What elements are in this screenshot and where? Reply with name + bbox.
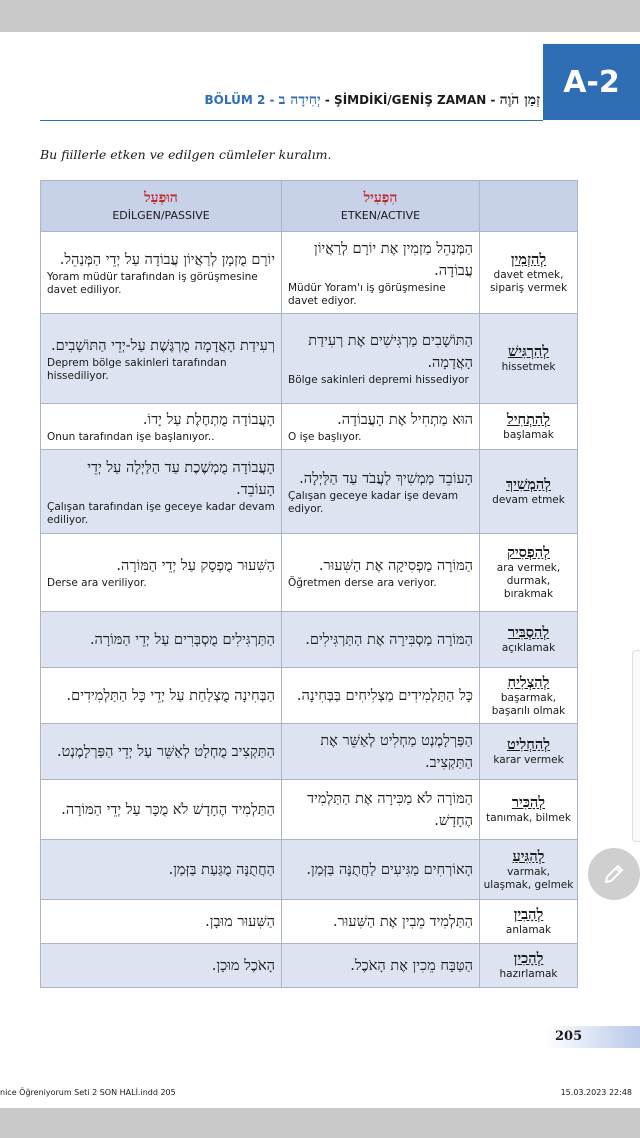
table-row <box>41 944 578 988</box>
table-header-row <box>41 181 578 232</box>
passive-sentence-he: הָעֲבוֹדָה מֻתְחֶלֶת עַל יָדוֹ. <box>142 412 275 428</box>
active-sentence-he: הַמּוֹרָה מַפְסִיקָה אֶת הַשִּׁעוּר. <box>318 558 473 574</box>
passive-sentence-tr: Çalışan tarafından işe geceye kadar devam ediliyor. <box>47 500 275 526</box>
scroll-handle[interactable] <box>632 650 640 842</box>
header-bolum: BÖLÜM 2 - <box>204 93 275 107</box>
verb-cell <box>480 900 578 944</box>
verb-cell <box>480 314 578 404</box>
verb-cell <box>480 534 578 612</box>
table-row <box>41 724 578 780</box>
passive-header-lat: EDİLGEN/PASSIVE <box>112 209 210 222</box>
active-sentence-tr: Bölge sakinleri depremi hissediyor <box>288 374 469 386</box>
active-cell <box>282 314 480 404</box>
passive-sentence-he: הַשִּׁעוּר מוּבָן. <box>205 913 275 930</box>
verb-infinitive: לְהָכִין <box>513 950 544 967</box>
footer-date: 15.03.2023 22:48 <box>560 1088 632 1097</box>
passive-sentence-he: הָאֹכֶל מוּכָן. <box>211 957 275 974</box>
passive-cell <box>41 232 282 314</box>
active-cell <box>282 404 480 450</box>
active-cell <box>282 780 480 840</box>
active-cell <box>282 612 480 668</box>
verb-infinitive: לְהַצְלִיחַ <box>507 673 550 691</box>
active-cell <box>282 534 480 612</box>
passive-sentence-tr: Deprem bölge sakinleri tarafından hissediliyor. <box>47 356 227 382</box>
active-cell <box>282 232 480 314</box>
verb-translation: açıklamak <box>501 642 556 654</box>
passive-sentence-he: רְעִידַת הָאֲדָמָה מֻרְגֶּשֶׁת עַל-יְדֵי הַתּוֹשָׁבִים. <box>50 337 275 354</box>
active-sentence-he: הַפַּרְלָמֶנְט מַחְלִיט לְאַשֵּׁר אֶת הַתַּקְצִיב. <box>320 732 473 771</box>
active-sentence-he: כָּל הַתַּלְמִידִים מַצְלִיחִים בַּבְּחִינָה. <box>296 687 473 704</box>
passive-sentence-he: הָעֲבוֹדָה מֻמְשֶׁכֶת עַד הַלַּיְלָה עַל יְדֵי הָעוֹבֵד. <box>87 459 275 498</box>
passive-cell <box>41 404 282 450</box>
active-sentence-he: הַמּוֹרָה לֹא מַכִּירָה אֶת הַתַּלְמִיד הֶחָדָשׁ. <box>307 790 473 829</box>
passive-cell <box>41 668 282 724</box>
verb-cell <box>480 780 578 840</box>
active-sentence-he: הַמְּנַהֵל מַזְמִין אֶת יוֹרָם לְרַאֲיוֹן עֲבוֹדָה. <box>314 240 473 279</box>
passive-cell <box>41 450 282 534</box>
passive-column-header <box>41 181 282 232</box>
active-header-he: הִפְעִיל <box>363 190 398 206</box>
verb-infinitive: לְהַרְגִּישׁ <box>507 343 550 360</box>
verb-cell <box>480 840 578 900</box>
passive-cell <box>41 314 282 404</box>
table-row <box>41 612 578 668</box>
table-row <box>41 404 578 450</box>
table-row <box>41 840 578 900</box>
passive-sentence-tr: Onun tarafından işe başlanıyor.. <box>47 431 215 443</box>
active-sentence-he: הַתּוֹשָׁבִים מַרְגִּישִׁים אֶת רְעִידַת הָאֲדָמָה. <box>308 333 473 371</box>
passive-cell <box>41 780 282 840</box>
bottom-bar <box>0 1108 640 1138</box>
passive-sentence-he: הַבְּחִינָה מֻצְלַחַת עַל יְדֵי כָּל הַתַּלְמִידִים. <box>66 687 275 704</box>
verb-infinitive: לְהַחְלִיט <box>506 736 551 753</box>
passive-cell <box>41 534 282 612</box>
active-header-lat: ETKEN/ACTIVE <box>340 209 421 222</box>
active-cell <box>282 900 480 944</box>
header-zaman-tr: - ŞİMDİKİ/GENİŞ ZAMAN - <box>324 93 496 107</box>
verb-column-header <box>480 181 578 232</box>
header-yehida: יְחִידָה ב <box>278 92 321 108</box>
verb-translation: varmak, ulaşmak, gelmek <box>483 865 574 891</box>
verb-infinitive: לְהַזְמִין <box>510 250 547 268</box>
table-row <box>41 900 578 944</box>
instruction-text: Bu fiillerle etken ve edilgen cümleler kuralım. <box>40 147 332 162</box>
passive-sentence-he: הַשִּׁעוּר מֻפְסָק עַל יְדֵי הַמּוֹרָה. <box>116 558 275 574</box>
passive-sentence-he: הַתַּקְצִיב מֻחְלָט לְאַשֵּׁר עַל יְדֵי הַפַּרְלָמֶנְט. <box>56 743 275 760</box>
passive-sentence-tr: Yoram müdür tarafından iş görüşmesine davet ediliyor. <box>47 270 258 296</box>
passive-header-he: הוּפְעַל <box>144 190 178 206</box>
verb-translation: tanımak, bilmek <box>486 812 571 824</box>
active-sentence-he: הָעוֹבֵד מַמְשִׁיךְ לַעֲבֹד עַד הַלַּיְלָה. <box>299 470 473 487</box>
verb-cell <box>480 668 578 724</box>
active-cell <box>282 724 480 780</box>
verb-infinitive: לְהַמְשִׁיךְ <box>506 476 551 493</box>
passive-cell <box>41 944 282 988</box>
verb-translation: devam etmek <box>492 494 565 506</box>
pencil-icon <box>602 862 626 886</box>
top-bar <box>0 0 640 32</box>
verb-translation: hazırlamak <box>499 968 558 980</box>
verb-cell <box>480 724 578 780</box>
verb-translation: davet etmek, sipariş vermek <box>489 268 568 294</box>
active-sentence-he: הַטַּבָּח מֵכִין אֶת הָאֹכֶל. <box>350 957 473 974</box>
footer-file: nice Öğreniyorum Seti 2 SON HALİ.indd 205 <box>0 1088 176 1097</box>
active-cell <box>282 840 480 900</box>
passive-sentence-he: הַתַּרְגִּילִים מֻסְבָּרִים עַל יְדֵי הַמּוֹרָה. <box>89 631 275 648</box>
header-zaman-he: זְמַן הֹוֶה <box>499 92 540 108</box>
verb-infinitive: לְהַסְבִּיר <box>507 624 550 641</box>
passive-cell <box>41 900 282 944</box>
active-sentence-tr: Öğretmen derse ara veriyor. <box>288 577 437 589</box>
passive-sentence-he: יוֹרָם מֻזְמָן לְרַאֲיוֹן עֲבוֹדָה עַל יְדֵי הַמְּנַהֵל. <box>59 251 275 268</box>
verb-table <box>40 180 578 988</box>
verb-cell <box>480 612 578 668</box>
verb-cell <box>480 404 578 450</box>
table-row <box>41 314 578 404</box>
table-row <box>41 780 578 840</box>
active-cell <box>282 450 480 534</box>
active-sentence-he: הַמּוֹרָה מַסְבִּירָה אֶת הַתַּרְגִּילִים. <box>305 631 473 648</box>
verb-infinitive: לְהַתְחִיל <box>506 411 551 428</box>
verb-cell <box>480 232 578 314</box>
section-header <box>40 92 540 109</box>
active-column-header <box>282 181 480 232</box>
verb-cell <box>480 944 578 988</box>
active-sentence-tr: Çalışan geceye kadar işe devam ediyor. <box>288 489 459 515</box>
active-sentence-tr: O işe başlıyor. <box>288 431 362 443</box>
passive-sentence-tr: Derse ara veriliyor. <box>47 577 147 589</box>
active-cell <box>282 944 480 988</box>
active-sentence-tr: Müdür Yoram'ı iş görüşmesine davet ediyor. <box>288 281 446 307</box>
passive-sentence-he: הַתַּלְמִיד הֶחָדָשׁ לֹא מֻכָּר עַל יְדֵי הַמּוֹרָה. <box>61 801 275 818</box>
verb-infinitive: לְהַגִּיעַ <box>512 847 545 865</box>
passive-sentence-he: הַחֲתֻנָּה מֻגַּעַת בַּזְּמַן. <box>168 861 275 878</box>
verb-infinitive: לְהַפְסִיק <box>507 544 550 561</box>
passive-cell <box>41 840 282 900</box>
active-sentence-he: הָאוֹרְחִים מַגִּיעִים לַחֲתֻנָּה בַּזְּמַן. <box>306 861 473 878</box>
verb-translation: anlamak <box>505 924 552 936</box>
page-number: 205 <box>555 1029 583 1044</box>
verb-translation: hissetmek <box>501 361 556 373</box>
edit-button[interactable] <box>588 848 640 900</box>
verb-cell <box>480 450 578 534</box>
verb-translation: başlamak <box>503 429 554 441</box>
table-row <box>41 534 578 612</box>
passive-cell <box>41 724 282 780</box>
active-cell <box>282 668 480 724</box>
active-sentence-he: הוּא מַתְחִיל אֶת הָעֲבוֹדָה. <box>337 412 473 428</box>
unit-tab: A-2 <box>543 44 640 120</box>
header-rule <box>40 120 543 121</box>
verb-infinitive: לְהָבִין <box>513 906 544 923</box>
active-sentence-he: הַתַּלְמִיד מֵבִין אֶת הַשִּׁעוּר. <box>332 913 473 930</box>
verb-translation: başarmak, başarılı olmak <box>491 691 566 717</box>
page-number-bar <box>545 1026 640 1048</box>
verb-translation: karar vermek <box>493 754 564 766</box>
passive-cell <box>41 612 282 668</box>
table-row <box>41 450 578 534</box>
table-row <box>41 232 578 314</box>
table-row <box>41 668 578 724</box>
verb-infinitive: לְהַכִּיר <box>511 794 546 811</box>
verb-translation: ara vermek, durmak, bırakmak <box>496 562 561 600</box>
